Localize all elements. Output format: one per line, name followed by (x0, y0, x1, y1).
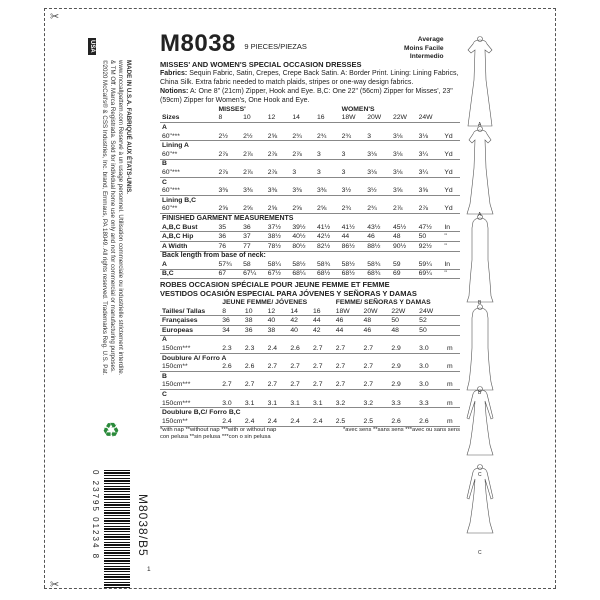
cell-value: 3.2 (335, 399, 346, 407)
unit: m (446, 399, 453, 407)
cell-value: 2⅝ (218, 205, 228, 213)
row-fabric-width: 60"*** (162, 168, 180, 176)
jeune-femme-header: JEUNE FEMME/ JÓVENES (222, 299, 308, 307)
view-label: B (478, 390, 482, 396)
scissors-icon: ✂ (50, 11, 60, 23)
cell-value: 38½ (267, 233, 281, 241)
cell-value: 2⅞ (243, 168, 253, 176)
cell-value: 40½ (292, 233, 306, 241)
style-code: M8038/B5 (136, 494, 150, 557)
cell-value: 45½ (392, 223, 407, 231)
row-fabric-width: 150cm*** (162, 381, 191, 389)
cell-value: 2⅝ (292, 205, 302, 213)
cell-value: 2⅝ (316, 205, 327, 213)
cell-value: 68½ (341, 270, 355, 278)
measurement-label: B,C (162, 270, 174, 278)
view-label: C (478, 550, 482, 556)
cell-value: 36 (218, 233, 226, 241)
cell-value: 39½ (292, 223, 306, 231)
website-text: www.mccallpattern.com Reservé à un usage personnel. Utilisation commerciale ou industrielle strictement interdite. (117, 60, 124, 376)
cell-value: 3⅜ (316, 187, 327, 195)
size-value: 50 (419, 326, 427, 334)
cell-value: 2¾ (367, 205, 377, 213)
cell-value: 3¼ (418, 150, 429, 158)
cell-value: 58½ (341, 260, 355, 268)
row-fabric-width: 150cm*** (162, 399, 191, 407)
cell-value: 67 (218, 270, 226, 278)
cut-line-bottom (44, 588, 556, 589)
cell-value: 2.7 (244, 381, 255, 389)
size-value: 48 (363, 317, 372, 325)
cell-value: 2⅝ (267, 205, 278, 213)
cell-value: 35 (218, 223, 226, 231)
cell-value: 2.7 (313, 363, 323, 371)
cut-line-top (44, 8, 556, 9)
cell-value: 2.7 (313, 345, 323, 353)
cell-value: 2¾ (341, 205, 352, 213)
cell-value: 47½ (418, 223, 432, 231)
size-value: 40 (290, 326, 298, 334)
cell-value: 2.9 (391, 381, 401, 389)
dress-illustration (460, 126, 500, 218)
cell-value: 2⅞ (418, 205, 429, 213)
cell-value: 2⅞ (267, 168, 278, 176)
size-value: 22W (391, 307, 406, 315)
size-header: 12 (267, 114, 276, 122)
cell-value: 3.1 (313, 399, 323, 407)
size-value: 50 (391, 317, 399, 325)
size-value: 48 (391, 326, 399, 334)
made-in-text: MADE IN U.S.A. FABRIQUÉ AUX ÉTATS-UNIS. (125, 60, 132, 194)
view-label: C (478, 472, 482, 478)
cell-value: 58½ (292, 260, 306, 268)
cell-value: 59 (392, 260, 401, 268)
difficulty-level: Average Moins Facile Intermedio (404, 36, 444, 61)
cell-value: 82½ (316, 242, 331, 250)
notions-block: Notions: A: One 8" (21cm) Zipper, Hook and Eye. B,C: One 22" (56cm) Zipper for Misses', 23" (59cm) Zipper for Women's, One Hook and Eye. (160, 88, 453, 104)
size-value: 16 (313, 307, 321, 315)
cell-value: 78½ (267, 242, 281, 250)
cell-value: 88½ (367, 242, 381, 250)
cell-value: 2.7 (335, 381, 346, 389)
cell-value: 58¾ (316, 260, 331, 268)
cell-value: 3 (367, 132, 372, 140)
cell-value: 76 (218, 242, 226, 250)
back-length-heading: Back length from base of neck: (162, 252, 266, 260)
size-value: 8 (222, 307, 226, 315)
cell-value: 3⅜ (243, 187, 253, 195)
cell-value: 36 (243, 223, 251, 231)
cell-value: 2.7 (335, 345, 346, 353)
piece-count: 9 PIECES/PIEZAS (244, 42, 307, 51)
cell-value: 3.0 (222, 399, 232, 407)
cell-value: 2.7 (313, 381, 323, 389)
cell-value: 69¼ (418, 270, 432, 278)
cell-value: 2⅞ (292, 150, 302, 158)
size-value: 10 (244, 307, 253, 315)
cell-value: 67¼ (243, 270, 257, 278)
cell-value: 2.4 (313, 417, 323, 425)
cell-value: 46 (367, 233, 375, 241)
measurement-label: A (162, 260, 167, 268)
size-header: 14 (292, 114, 300, 122)
cell-value: 3⅝ (418, 187, 429, 195)
nap-note-fr: *avec sens **sans sens ***avec ou sans sens (343, 426, 460, 433)
row-label: Lining A (162, 142, 189, 150)
cell-value: 41½ (316, 223, 331, 231)
cell-value: 44 (341, 233, 350, 241)
cell-value: 2.6 (419, 417, 429, 425)
dress-illustration (460, 464, 500, 556)
envelope-back (160, 30, 460, 441)
cell-value: 2.7 (222, 381, 232, 389)
metric-yardage-table (160, 298, 460, 426)
cell-value: 92½ (418, 242, 432, 250)
cell-value: 48 (392, 233, 401, 241)
row-label: Doublure A/ Forro A (162, 354, 227, 362)
size-header: 22W (392, 114, 407, 122)
trademark-text: & TM Off. Marca Registrada. Sold for individual home use only and not for commercial or manufacturing purposes. (109, 60, 116, 373)
unit: m (446, 363, 453, 371)
cell-value: 2.7 (267, 381, 278, 389)
garment-figure (460, 126, 500, 223)
nap-note-en: *with nap **without nap ***with or without nap (160, 426, 277, 433)
cell-value: 2.7 (363, 363, 373, 371)
size-system-label: Europeas (162, 326, 193, 334)
barcode (104, 470, 130, 588)
cell-value: 2⅝ (243, 205, 253, 213)
cell-value: 3⅜ (292, 187, 302, 195)
recycle-icon: ♻ (102, 420, 120, 442)
view-label: A (478, 212, 482, 218)
cell-value: 3.0 (419, 381, 429, 389)
usa-badge: USA (89, 40, 95, 53)
metric-title-es: VESTIDOS OCASIÓN ESPECIAL PARA JÓVENES Y SEÑORAS Y DAMAS (160, 289, 417, 299)
size-value: 36 (244, 326, 253, 334)
cell-value: 2⅞ (218, 168, 228, 176)
cell-value: 3.0 (419, 345, 429, 353)
cell-value: 2⅝ (267, 132, 278, 140)
pattern-title: MISSES' AND WOMEN'S SPECIAL OCCASION DRESSES (160, 60, 362, 69)
size-value: 38 (244, 317, 253, 325)
nap-note-es: con pelusa **sin pelusa ***con o sin pelusa (160, 433, 271, 440)
size-value: 46 (335, 317, 344, 325)
cell-value: 2.5 (363, 417, 373, 425)
cut-line-left (44, 8, 45, 588)
garment-figure (460, 464, 500, 561)
cell-value: 3¼ (418, 168, 429, 176)
cell-value: 3.1 (244, 399, 255, 407)
cell-value: 2.7 (363, 345, 373, 353)
size-value: 52 (419, 317, 427, 325)
dress-illustration (460, 36, 500, 128)
unit: Yd (444, 168, 453, 176)
cell-value: 3 (316, 168, 321, 176)
size-value: 42 (290, 317, 298, 325)
unit: m (446, 381, 453, 389)
cell-value: 2⅞ (243, 150, 253, 158)
dress-illustration (460, 214, 500, 306)
cell-value: 2.7 (363, 381, 373, 389)
cell-value: 68½ (316, 270, 331, 278)
cell-value: 2.9 (391, 345, 401, 353)
cell-value: 2⅞ (392, 205, 403, 213)
size-value: 46 (363, 326, 372, 334)
cell-value: 2.5 (335, 417, 346, 425)
pattern-number: M8038 (160, 30, 236, 57)
cell-value: 2½ (243, 132, 253, 140)
garment-figure (460, 214, 500, 311)
cell-value: 2.4 (290, 417, 300, 425)
cell-value: 2¾ (341, 132, 352, 140)
unit: Yd (444, 132, 453, 140)
cell-value: 80½ (292, 242, 306, 250)
cell-value: 68¾ (367, 270, 381, 278)
unit: " (444, 233, 447, 241)
cell-value: 2⅞ (267, 150, 278, 158)
measurement-label: A,B,C Hip (162, 233, 194, 241)
cell-value: 3⅛ (392, 168, 403, 176)
size-header: 24W (418, 114, 433, 122)
size-value: 44 (313, 317, 321, 325)
measurement-label: A Width (162, 242, 188, 250)
cell-value: 43½ (367, 223, 381, 231)
measurement-label: A,B,C Bust (162, 223, 198, 231)
row-fabric-width: 60"** (162, 150, 178, 158)
size-value: 18W (335, 307, 350, 315)
cell-value: 3⅜ (267, 187, 278, 195)
size-value: 38 (267, 326, 276, 334)
cell-value: 3⅛ (367, 168, 377, 176)
page-number: 1 (147, 566, 151, 573)
size-header: 20W (367, 114, 382, 122)
cell-value: 2.6 (290, 345, 300, 353)
womens-header: WOMEN'S (341, 105, 375, 113)
unit: Yd (444, 150, 453, 158)
cell-value: 3.2 (363, 399, 373, 407)
cell-value: 2⅞ (218, 150, 228, 158)
row-label: B (162, 372, 167, 380)
femme-header: FEMME/ SEÑORAS Y DAMAS (335, 299, 431, 307)
cell-value: 67½ (267, 270, 281, 278)
cell-value: 50 (418, 233, 427, 241)
cell-value: 2.4 (267, 417, 278, 425)
size-system-label: Tailles/ Tallas (162, 307, 206, 315)
cell-value: 2.4 (267, 345, 278, 353)
cell-value: 90½ (392, 242, 407, 250)
size-value: 24W (419, 307, 434, 315)
row-label: C (162, 391, 167, 399)
cell-value: 2.6 (244, 363, 255, 371)
row-label: A (162, 336, 167, 344)
cell-value: 3.3 (419, 399, 429, 407)
size-header: 16 (316, 114, 325, 122)
unit: In (444, 260, 450, 268)
size-value: 40 (267, 317, 276, 325)
cell-value: 3⅛ (418, 132, 429, 140)
cut-line-right (555, 8, 556, 588)
garment-figure (460, 36, 500, 133)
size-value: 20W (363, 307, 378, 315)
cell-value: 58¾ (367, 260, 381, 268)
cell-value: 3⅝ (392, 187, 403, 195)
size-value: 12 (267, 307, 276, 315)
row-label: Lining B,C (162, 196, 196, 204)
finished-heading: FINISHED GARMENT MEASUREMENTS (162, 214, 294, 222)
row-label: Doublure B,C/ Forro B,C (162, 409, 241, 417)
cell-value: 3 (341, 150, 346, 158)
cell-value: 3½ (341, 187, 352, 195)
cell-value: 41½ (341, 223, 355, 231)
cell-value: 3.0 (419, 363, 429, 371)
row-fabric-width: 150cm** (162, 363, 188, 371)
cell-value: 2¾ (316, 132, 327, 140)
cell-value: 2.3 (244, 345, 255, 353)
cell-value: 59¼ (418, 260, 432, 268)
row-fabric-width: 150cm** (162, 417, 188, 425)
cell-value: 3.3 (391, 399, 401, 407)
cell-value: 2¾ (292, 132, 302, 140)
view-label: A (478, 122, 482, 128)
cell-value: 86½ (341, 242, 355, 250)
size-value: 42 (313, 326, 321, 334)
size-value: 34 (222, 326, 230, 334)
size-value: 36 (222, 317, 230, 325)
row-fabric-width: 60"*** (162, 187, 180, 195)
unit: In (444, 223, 450, 231)
row-fabric-width: 150cm*** (162, 345, 191, 353)
row-fabric-width: 60"** (162, 205, 178, 213)
cell-value: 2.9 (391, 363, 401, 371)
cell-value: 2.7 (267, 363, 278, 371)
fabrics-block: Fabrics: Sequin Fabric, Satin, Crepes, Crepe Back Satin. A: Border Print. Lining: Lining Fabrics, China Silk. Extra fabric needed to match plaids, stripes or one-way design fabrics. (160, 70, 459, 86)
cell-value: 2½ (218, 132, 228, 140)
cell-value: 57¾ (218, 260, 232, 268)
cell-value: 3 (316, 150, 321, 158)
cell-value: 3⅛ (392, 132, 403, 140)
imperial-yardage-table (160, 105, 460, 279)
cell-value: 3½ (367, 187, 377, 195)
copyright-text: ©2020 McCall's® & CSS Industries, Inc. brand, Emmaus, PA 18049. All rights reserved. Trademarks Reg. U.S. Pat. (101, 60, 108, 376)
sizes-label: Sizes (162, 114, 180, 122)
scissors-icon: ✂ (50, 579, 60, 591)
size-value: 14 (290, 307, 298, 315)
cell-value: 2.4 (222, 417, 232, 425)
cell-value: 3.1 (267, 399, 278, 407)
cell-value: 3 (292, 168, 297, 176)
barcode-digits: 0 23795 01234 8 (91, 470, 100, 561)
cell-value: 77 (243, 242, 251, 250)
size-header: 18W (341, 114, 356, 122)
cell-value: 37 (243, 233, 251, 241)
cell-value: 3⅜ (218, 187, 228, 195)
cell-value: 2.4 (244, 417, 255, 425)
metric-title-fr: ROBES OCCASION SPÉCIALE POUR JEUNE FEMME ET FEMME (160, 280, 390, 290)
unit: Yd (444, 187, 453, 195)
row-fabric-width: 60"*** (162, 132, 180, 140)
unit: m (446, 417, 453, 425)
cell-value: 2.7 (290, 381, 300, 389)
dress-illustration (460, 304, 500, 396)
cell-value: 3 (341, 168, 346, 176)
cell-value: 3⅛ (392, 150, 403, 158)
cell-value: 2.6 (222, 363, 232, 371)
row-label: C (162, 178, 167, 186)
unit: Yd (444, 205, 453, 213)
size-value: 44 (335, 326, 344, 334)
cell-value: 3⅛ (367, 150, 377, 158)
unit: " (444, 270, 447, 278)
unit: m (446, 345, 453, 353)
cell-value: 2.7 (335, 363, 346, 371)
size-header: 10 (243, 114, 251, 122)
unit: " (444, 242, 447, 250)
cell-value: 2.7 (290, 363, 300, 371)
cell-value: 42½ (316, 233, 331, 241)
cell-value: 3.1 (290, 399, 300, 407)
cell-value: 69 (392, 270, 401, 278)
cell-value: 2.6 (391, 417, 401, 425)
cell-value: 58¼ (267, 260, 281, 268)
size-system-label: Françaises (162, 317, 198, 325)
view-label: B (478, 300, 482, 306)
cell-value: 37½ (267, 223, 281, 231)
misses-header: MISSES' (218, 105, 246, 113)
cell-value: 58 (243, 260, 251, 268)
nap-notes (160, 427, 460, 441)
size-header: 8 (218, 114, 223, 122)
cell-value: 68¼ (292, 270, 306, 278)
cell-value: 2.3 (222, 345, 232, 353)
row-label: B (162, 160, 167, 168)
row-label: A (162, 123, 167, 131)
